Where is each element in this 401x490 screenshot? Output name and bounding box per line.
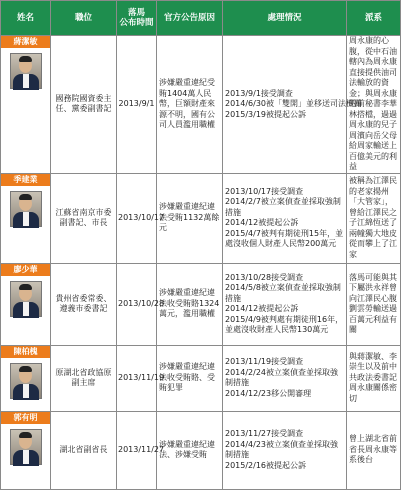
faction-cell: 與蔣潔敏、李崇生以及前中共政法委書記周永康關係密切 [347, 345, 401, 411]
reason-cell: 涉嫌嚴重違紀違法收受賄賂1324萬元，濫用職權 [157, 263, 223, 345]
date-cell: 2013/11/19 [117, 345, 157, 411]
process-line: 2013/10/28接受調查 [225, 272, 304, 282]
table-row [1, 411, 401, 489]
reason-cell: 涉嫌嚴重違紀受賄1404萬人民幣，巨額財產來源不明，國有公司人員濫用職權 [157, 36, 223, 174]
process-line: 2015/2/16被提起公訴 [225, 460, 307, 470]
date-cell: 2013/9/1 [117, 36, 157, 174]
faction-cell: 落馬可能與其下屬洪永祥曾向江澤民心腹劉雲勞輸送過百萬元利益有關 [347, 263, 401, 345]
official-photo [10, 53, 42, 89]
official-name: 蔣潔敏 [1, 36, 50, 48]
name-cell [1, 411, 51, 489]
table-row [1, 263, 401, 345]
process-line: 2014/12/23移公開審理 [225, 388, 312, 398]
official-name: 廖少華 [1, 264, 50, 276]
official-photo [10, 429, 42, 465]
process-line: 2015/4/9被判處有期徒刑16年，並處沒收財產人民幣130萬元 [225, 314, 344, 334]
process-line: 2015/3/19被提起公訴 [225, 109, 307, 119]
reason-cell: 涉嫌嚴重違紀違法受賄1132萬餘元 [157, 173, 223, 263]
header-reason: 官方公告原因 [157, 1, 223, 36]
process-line: 2015/4/7被判有期徒刑15年，並處沒收個人財產人民幣200萬元 [225, 228, 344, 248]
official-name: 季建業 [1, 174, 50, 186]
name-cell [1, 173, 51, 263]
name-cell [1, 345, 51, 411]
faction-cell: 曾上湖北省前省長周永康等系後台 [347, 411, 401, 489]
table-row [1, 345, 401, 411]
faction-cell: 周永康的心腹，從中石油轄內為周永康直接提供油司法輸放的資金；與周永康的前秘書李華林搭檔，過過周永康的兒子周濱向岳父母給周家輸送上百億美元的利益 [347, 36, 401, 174]
name-cell [1, 263, 51, 345]
faction-cell: 被稱為江澤民的老家揚州「大管家」，曾給江澤民之子江綿恆送了兩幢獨大地皮從而攀上了江家 [347, 173, 401, 263]
post-cell: 貴州省委常委、遵義市委書記 [51, 263, 117, 345]
header-faction: 派系 [347, 1, 401, 36]
official-photo [10, 191, 42, 227]
date-cell: 2013/11/27 [117, 411, 157, 489]
header-post: 職位 [51, 1, 117, 36]
process-cell [223, 411, 347, 489]
name-cell [1, 36, 51, 174]
process-line: 2013/10/17接受調查 [225, 186, 304, 196]
process-line: 2013/11/19接受調查 [225, 357, 304, 366]
official-photo [10, 281, 42, 317]
process-cell [223, 36, 363, 174]
header-process: 處理情況 [223, 1, 347, 36]
reason-cell: 涉嫌嚴重違紀違法收受賄賂、受賄犯罪 [157, 345, 223, 411]
header-row [1, 1, 401, 36]
process-line: 2014/2/24被立案偵查並採取強制措施 [225, 367, 339, 387]
process-cell [223, 263, 347, 345]
process-line: 2013/11/27接受調查 [225, 429, 304, 438]
reason-cell: 涉嫌嚴重違紀違法、涉嫌受賄 [157, 411, 223, 489]
table-row [1, 173, 401, 263]
official-name: 郭有明 [1, 412, 50, 424]
official-photo [10, 363, 42, 399]
process-cell [223, 173, 347, 263]
process-line: 2014/12被提起公訴 [225, 304, 299, 313]
process-cell [223, 345, 347, 411]
process-line: 2013/9/1接受調查 [225, 88, 293, 98]
process-line: 2014/6/30被「雙開」並移送司法機關 [225, 99, 363, 108]
process-line: 2014/4/23被立案偵查並採取強制措施 [225, 439, 339, 459]
process-line: 2014/12被提起公訴 [225, 218, 299, 227]
header-name: 姓名 [1, 1, 51, 36]
process-line: 2014/5/8被立案偵查並採取強制措施 [225, 283, 341, 303]
header-date: 落馬 公布時間 [117, 1, 157, 36]
process-line: 2014/2/7被立案偵查並採取強制措施 [225, 197, 341, 217]
post-cell: 原湖北省政協原副主席 [51, 345, 117, 411]
post-cell: 江蘇省南京市委副書記、市長 [51, 173, 117, 263]
post-cell: 國務院國資委主任、黨委副書記 [51, 36, 117, 174]
table-row [1, 36, 401, 174]
post-cell: 湖北省副省長 [51, 411, 117, 489]
official-name: 陳柏槐 [1, 346, 50, 358]
date-cell: 2013/10/28 [117, 263, 157, 345]
date-cell: 2013/10/17 [117, 173, 157, 263]
